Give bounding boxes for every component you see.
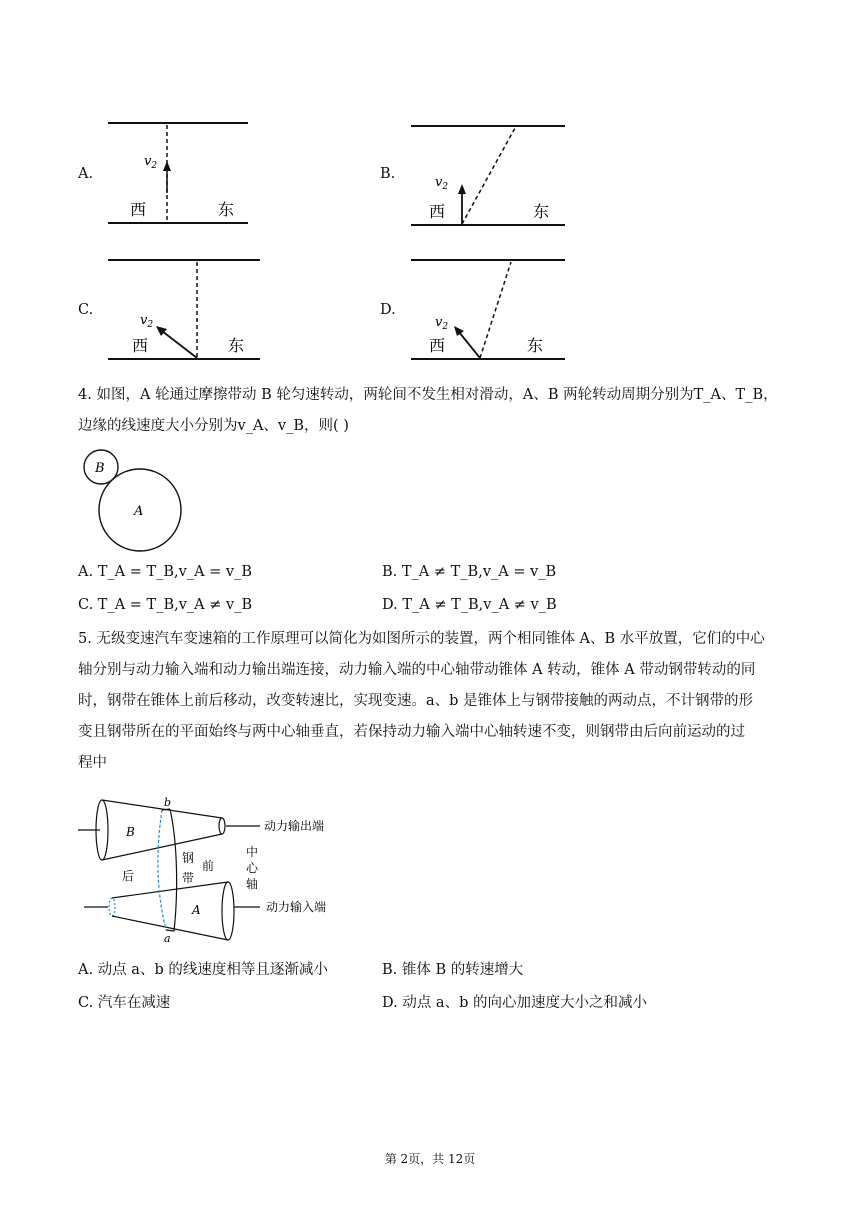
q5-line: 5. 无级变速汽车变速箱的工作原理可以简化为如图所示的装置，两个相同锥体 A、B 水平放置，它们的中心 [78, 631, 765, 647]
q5-stem [78, 624, 784, 779]
v2-label: $v_2$ [144, 154, 158, 171]
front-label: 前 [202, 859, 215, 873]
q5-option-c: C. 汽车在减速 [78, 995, 171, 1011]
q5-line: 轴分别与动力输入端和动力输出端连接，动力输入端的中心轴带动锥体 A 转动，锥体 A 带动钢带转动的同 [78, 662, 756, 678]
option-label: D. [380, 302, 396, 318]
west-label: 西 [130, 200, 147, 219]
river-diagram-a [100, 115, 260, 235]
east-label: 东 [527, 336, 544, 355]
q4-line2: 边缘的线速度大小分别为v_A、v_B，则( ) [78, 418, 349, 434]
belt-label-1: 钢 [182, 851, 195, 865]
q5-line: 程中 [78, 755, 107, 771]
option-label: C. [78, 302, 94, 318]
q5-option-d: D. 动点 a、b 的向心加速度大小之和减小 [382, 995, 647, 1011]
v2-label: $v_2$ [140, 313, 154, 330]
axis-label-3: 轴 [246, 877, 259, 891]
option-label: A. [78, 166, 94, 182]
cvt-figure [78, 790, 378, 950]
v2-label: $v_2$ [435, 315, 449, 332]
point-b-label: b [164, 796, 172, 809]
input-label: 动力输入端 [266, 900, 327, 914]
option-label: B. [380, 166, 396, 182]
west-label: 西 [429, 202, 446, 221]
west-label: 西 [429, 336, 446, 355]
q5-option-a: A. 动点 a、b 的线速度相等且逐渐减小 [78, 962, 328, 978]
west-label: 西 [132, 336, 149, 355]
river-diagram-c [100, 252, 265, 367]
east-label: 东 [228, 336, 245, 355]
cone-a-label: A [192, 903, 201, 917]
q4-option-c: C. T_A = T_B,v_A ≠ v_B [78, 597, 253, 613]
q4-line1: 4. 如图，A 轮通过摩擦带动 B 轮匀速转动，两轮间不发生相对滑动，A、B 两轮转动周期分别为T_A、T_B， [78, 387, 778, 403]
output-label: 动力输出端 [264, 819, 325, 833]
v2-label: $v_2$ [435, 175, 449, 192]
q5-line: 变且钢带所在的平面始终与两中心轴垂直，若保持动力输入端中心轴转速不变，则钢带由后向前运动的过 [78, 724, 745, 740]
river-diagram-d [405, 252, 575, 367]
point-a-label: a [164, 932, 171, 945]
wheels-figure [78, 448, 188, 556]
wheel-a-label: A [134, 504, 144, 519]
wheel-b-label: B [95, 461, 105, 476]
axis-label-2: 心 [246, 861, 259, 875]
river-diagram-b [405, 118, 575, 233]
back-label: 后 [122, 869, 135, 883]
page-footer: 第 2页，共 12页 [384, 1152, 476, 1166]
belt-label-2: 带 [182, 871, 195, 885]
q4-option-b: B. T_A ≠ T_B,v_A = v_B [382, 564, 557, 580]
cone-b-label: B [126, 825, 135, 839]
axis-label-1: 中 [246, 845, 259, 859]
east-label: 东 [533, 202, 550, 221]
q5-option-b: B. 锥体 B 的转速增大 [382, 962, 524, 978]
q4-option-d: D. T_A ≠ T_B,v_A ≠ v_B [382, 597, 557, 613]
q4-stem [78, 380, 784, 442]
q4-option-a: A. T_A = T_B,v_A = v_B [78, 564, 253, 580]
q5-line: 时，钢带在锥体上前后移动，改变转速比，实现变速。a、b 是锥体上与钢带接触的两动点，不计钢带的形 [78, 693, 754, 709]
east-label: 东 [218, 200, 235, 219]
